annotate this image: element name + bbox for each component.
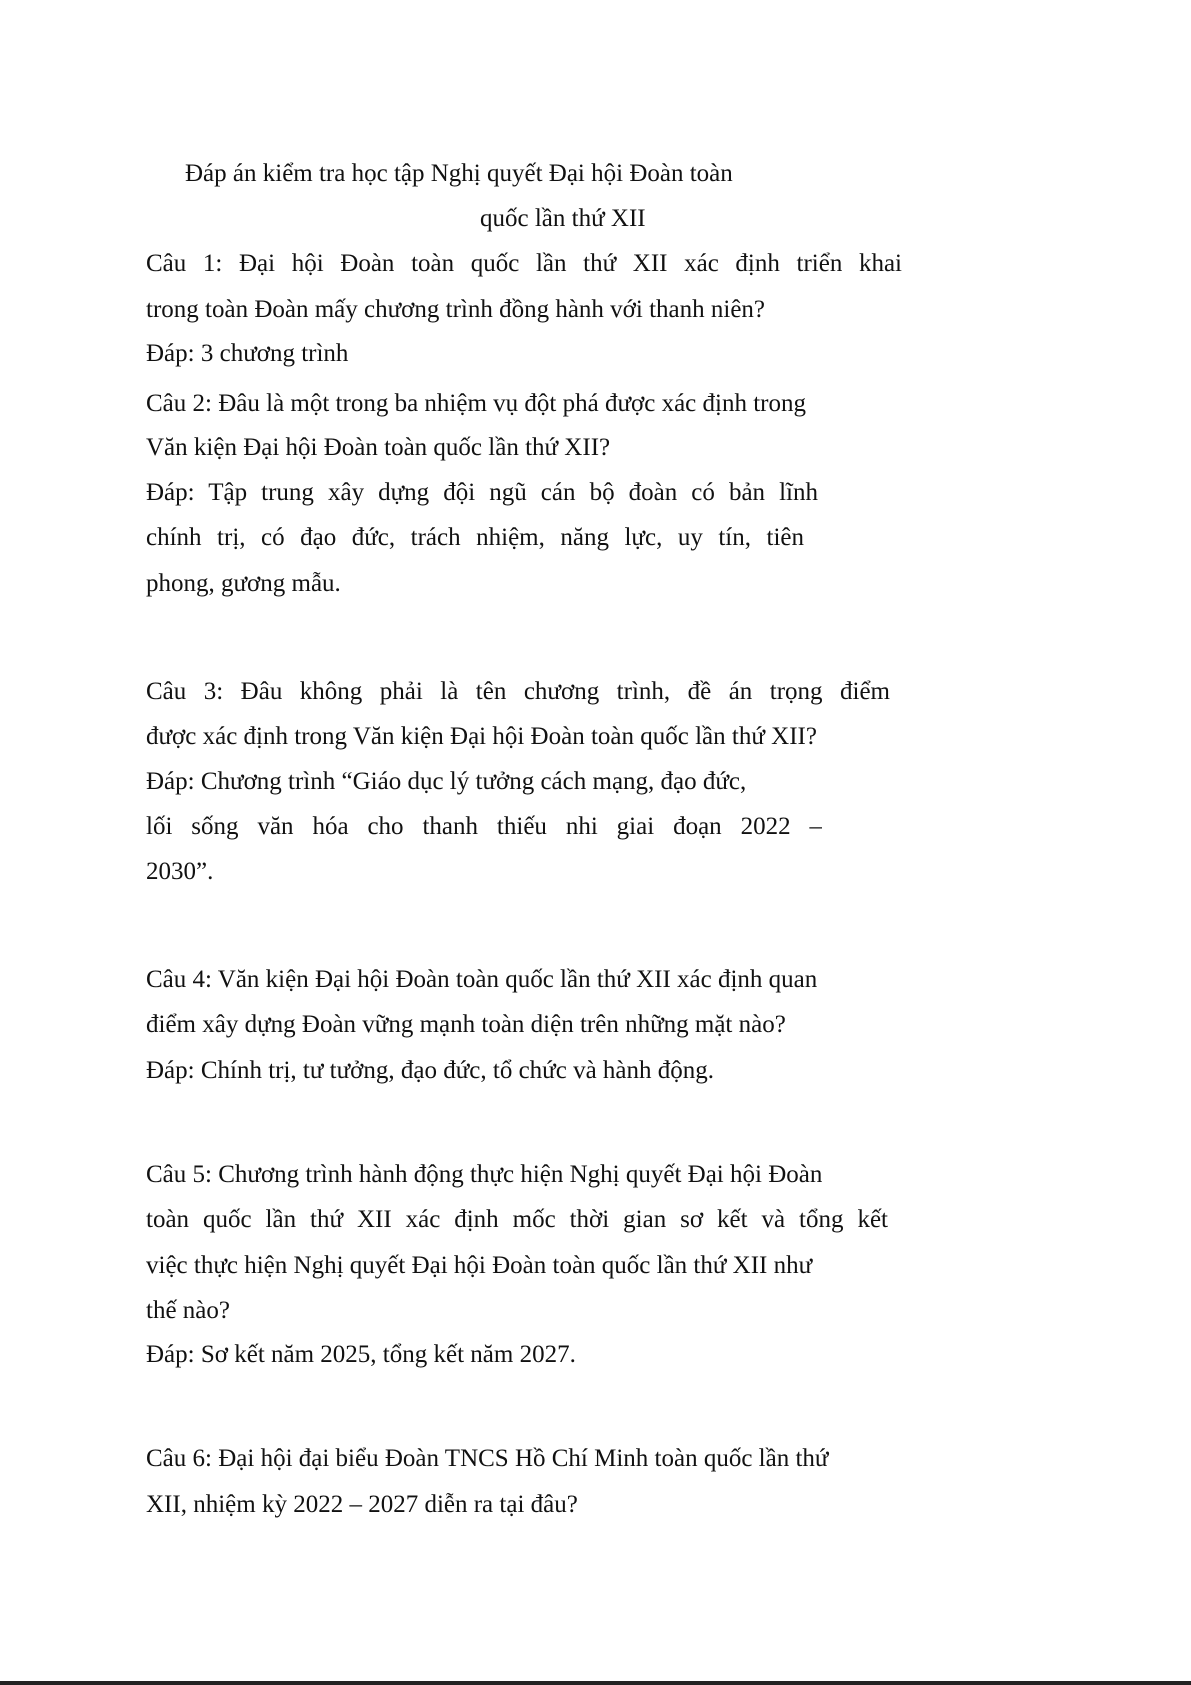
answer-3-line-2: lối sống văn hóa cho thanh thiếu nhi giai đoạn 2022 – (146, 813, 822, 840)
question-5-line-4: thế nào? (146, 1297, 230, 1324)
document-title-line-2: quốc lần thứ XII (480, 205, 646, 232)
answer-1-line-1: Đáp: 3 chương trình (146, 340, 349, 367)
page-bottom-edge (0, 1681, 1191, 1685)
question-2-line-1: Câu 2: Đâu là một trong ba nhiệm vụ đột phá được xác định trong (146, 390, 806, 417)
answer-5-line-1: Đáp: Sơ kết năm 2025, tổng kết năm 2027. (146, 1341, 576, 1368)
question-2-line-2: Văn kiện Đại hội Đoàn toàn quốc lần thứ XII? (146, 434, 611, 461)
answer-4-line-1: Đáp: Chính trị, tư tưởng, đạo đức, tổ chức và hành động. (146, 1057, 715, 1084)
question-1-line-1: Câu 1: Đại hội Đoàn toàn quốc lần thứ XII xác định triển khai (146, 250, 902, 277)
question-5-line-1: Câu 5: Chương trình hành động thực hiện Nghị quyết Đại hội Đoàn (146, 1161, 823, 1188)
answer-2-line-3: phong, gương mẫu. (146, 570, 341, 597)
answer-2-line-2: chính trị, có đạo đức, trách nhiệm, năng lực, uy tín, tiên (146, 524, 804, 551)
question-5-line-3: việc thực hiện Nghị quyết Đại hội Đoàn toàn quốc lần thứ XII như (146, 1252, 813, 1279)
question-3-line-2: được xác định trong Văn kiện Đại hội Đoàn toàn quốc lần thứ XII? (146, 723, 817, 750)
question-5-line-2: toàn quốc lần thứ XII xác định mốc thời gian sơ kết và tổng kết (146, 1206, 888, 1233)
question-1-line-2: trong toàn Đoàn mấy chương trình đồng hành với thanh niên? (146, 296, 766, 323)
question-3-line-1: Câu 3: Đâu không phải là tên chương trình, đề án trọng điểm (146, 678, 890, 705)
document-title-line-1: Đáp án kiểm tra học tập Nghị quyết Đại hội Đoàn toàn (185, 160, 733, 187)
answer-3-line-3: 2030”. (146, 858, 214, 885)
answer-3-line-1: Đáp: Chương trình “Giáo dục lý tưởng cách mạng, đạo đức, (146, 768, 747, 795)
question-6-line-1: Câu 6: Đại hội đại biểu Đoàn TNCS Hồ Chí Minh toàn quốc lần thứ (146, 1445, 829, 1472)
answer-2-line-1: Đáp: Tập trung xây dựng đội ngũ cán bộ đoàn có bản lĩnh (146, 479, 818, 506)
question-4-line-2: điểm xây dựng Đoàn vững mạnh toàn diện trên những mặt nào? (146, 1011, 786, 1038)
question-4-line-1: Câu 4: Văn kiện Đại hội Đoàn toàn quốc lần thứ XII xác định quan (146, 966, 818, 993)
question-6-line-2: XII, nhiệm kỳ 2022 – 2027 diễn ra tại đâu? (146, 1491, 578, 1518)
